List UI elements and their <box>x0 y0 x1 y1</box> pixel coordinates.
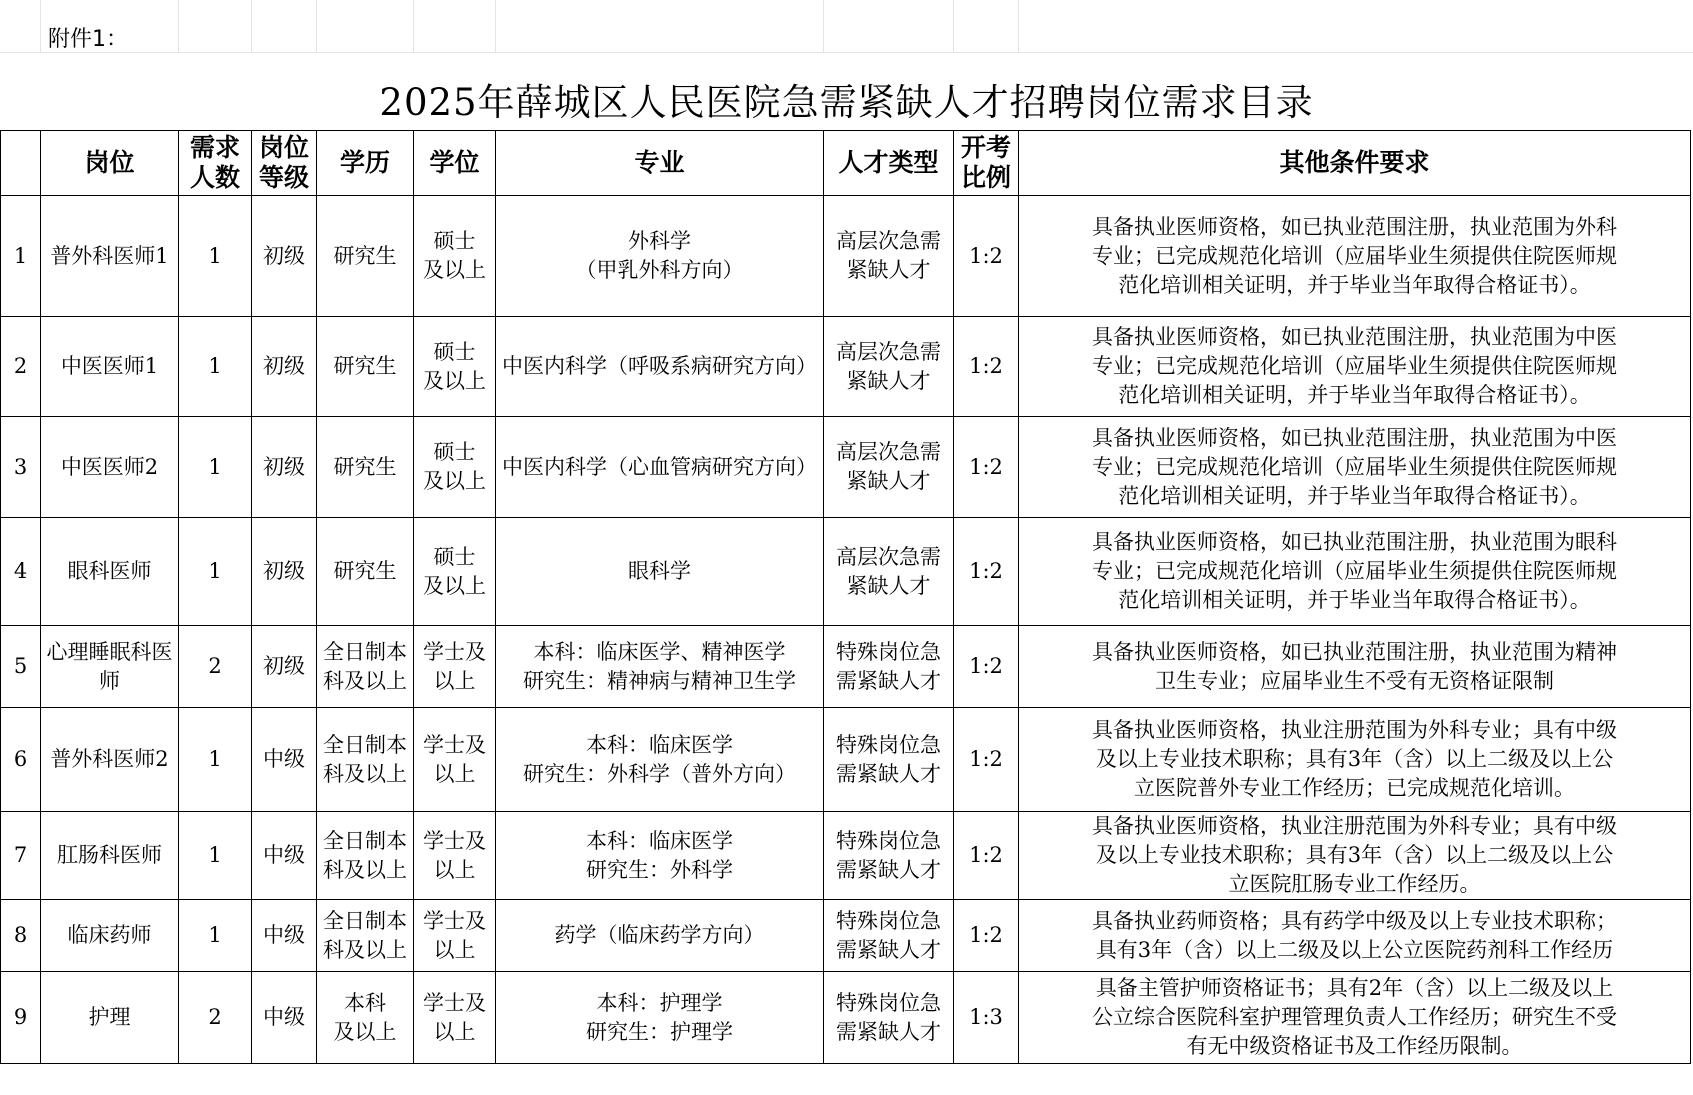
cell-grade: 初级 <box>252 518 317 626</box>
cell-degree-line: 学士及 <box>423 639 486 664</box>
positions-table <box>0 130 1691 1064</box>
cell-degree-line: 学士及 <box>423 732 486 757</box>
cell-degree <box>414 417 496 518</box>
cell-talent-type <box>824 626 954 708</box>
cell-position-line: 护理 <box>88 1005 131 1029</box>
cell-degree <box>414 518 496 626</box>
cell-degree-line: 以上 <box>433 857 476 882</box>
cell-major-line: 药学（临床药学方向） <box>554 923 765 947</box>
cell-major-line: （甲乳外科方向） <box>575 258 744 282</box>
cell-position <box>41 708 179 812</box>
cell-degree-line: 及以上 <box>423 469 486 493</box>
cell-education <box>317 708 414 812</box>
cell-talent-type-line: 高层次急需 <box>836 339 941 364</box>
cell-grade: 初级 <box>252 196 317 317</box>
cell-count: 1 <box>179 900 252 972</box>
table-row <box>1 900 1691 972</box>
cell-degree-line: 及以上 <box>423 573 486 598</box>
cell-education <box>317 417 414 518</box>
cell-other-line: 专业；已完成规范化培训（应届毕业生须提供住院医师规 <box>1092 354 1617 378</box>
cell-grade: 中级 <box>252 708 317 812</box>
cell-position <box>41 417 179 518</box>
cell-index: 1 <box>1 196 41 317</box>
table-row <box>1 708 1691 812</box>
cell-other-line: 公立综合医院科室护理管理负责人工作经历；研究生不受 <box>1092 1005 1617 1029</box>
cell-degree-line: 学士及 <box>423 990 486 1015</box>
cell-index: 3 <box>1 417 41 518</box>
page-title: 2025年薛城区人民医院急需紧缺人才招聘岗位需求目录 <box>379 81 1314 124</box>
cell-education-line: 本科 <box>344 990 386 1015</box>
cell-ratio: 1:3 <box>954 972 1019 1064</box>
cell-other-line: 有无中级资格证书及工作经历限制。 <box>1186 1034 1523 1058</box>
header-talent-type: 人才类型 <box>824 131 954 196</box>
header-grade: 岗位 等级 <box>252 131 317 196</box>
cell-talent-type-line: 高层次急需 <box>836 440 941 464</box>
cell-position-line: 中医医师2 <box>60 454 159 479</box>
cell-education <box>317 812 414 900</box>
cell-other-line: 具有3年（含）以上二级及以上公立医院药剂科工作经历 <box>1095 937 1614 962</box>
cell-education <box>317 972 414 1064</box>
cell-grade: 中级 <box>252 812 317 900</box>
cell-other-line: 专业；已完成规范化培训（应届毕业生须提供住院医师规 <box>1092 243 1617 268</box>
cell-degree-line: 以上 <box>433 761 476 786</box>
header-index <box>1 131 41 196</box>
cell-grade: 中级 <box>252 972 317 1064</box>
cell-degree-line: 学士及 <box>423 908 486 933</box>
cell-other <box>1019 626 1691 708</box>
cell-education-line: 科及以上 <box>323 761 407 786</box>
cell-talent-type-line: 需紧缺人才 <box>836 761 941 786</box>
table-row <box>1 972 1691 1064</box>
cell-talent-type <box>824 900 954 972</box>
cell-education-line: 全日制本 <box>323 828 407 853</box>
cell-other-line: 具备执业医师资格，如已执业范围注册，执业范围为眼科 <box>1092 530 1617 554</box>
cell-talent-type-line: 紧缺人才 <box>846 258 931 282</box>
cell-count: 1 <box>179 317 252 417</box>
cell-major <box>496 518 824 626</box>
cell-major <box>496 196 824 317</box>
table-row <box>1 417 1691 518</box>
cell-major <box>496 317 824 417</box>
cell-other-line: 范化培训相关证明，并于毕业当年取得合格证书）。 <box>1118 383 1591 407</box>
cell-degree <box>414 317 496 417</box>
cell-ratio: 1:2 <box>954 900 1019 972</box>
cell-talent-type-line: 特殊岗位急 <box>836 828 941 853</box>
cell-other-line: 立医院肛肠专业工作经历。 <box>1228 872 1481 896</box>
cell-talent-type <box>824 812 954 900</box>
cell-major-line: 中医内科学（呼吸系病研究方向） <box>502 354 817 378</box>
cell-other-line: 专业；已完成规范化培训（应届毕业生须提供住院医师规 <box>1092 454 1617 479</box>
cell-talent-type-line: 需紧缺人才 <box>836 937 941 962</box>
cell-count: 1 <box>179 812 252 900</box>
header-education: 学历 <box>317 131 414 196</box>
cell-major-line: 中医内科学（心血管病研究方向） <box>502 454 817 479</box>
cell-ratio: 1:2 <box>954 626 1019 708</box>
attachment-label: 附件1： <box>48 27 128 52</box>
cell-education <box>317 196 414 317</box>
cell-position <box>41 812 179 900</box>
cell-talent-type <box>824 518 954 626</box>
cell-other-line: 卫生专业；应届毕业生不受有无资格证限制 <box>1155 668 1554 693</box>
cell-position-line: 普外科医师1 <box>50 243 169 268</box>
cell-major <box>496 626 824 708</box>
cell-talent-type-line: 需紧缺人才 <box>836 857 941 882</box>
cell-other <box>1019 972 1691 1064</box>
cell-degree <box>414 900 496 972</box>
cell-talent-type <box>824 417 954 518</box>
cell-degree-line: 硕士 <box>433 440 476 464</box>
cell-ratio: 1:2 <box>954 812 1019 900</box>
cell-other-line: 范化培训相关证明，并于毕业当年取得合格证书）。 <box>1118 483 1591 508</box>
cell-position-line: 临床药师 <box>67 923 152 947</box>
cell-talent-type-line: 特殊岗位急 <box>836 908 941 933</box>
cell-grade: 初级 <box>252 317 317 417</box>
cell-major-line: 研究生：外科学（普外方向） <box>523 761 796 786</box>
cell-other-line: 具备执业医师资格，如已执业范围注册，执业范围为精神 <box>1092 639 1617 664</box>
header-degree: 学位 <box>414 131 496 196</box>
header-count: 需求 人数 <box>179 131 252 196</box>
cell-talent-type-line: 紧缺人才 <box>846 368 931 393</box>
cell-talent-type <box>824 317 954 417</box>
cell-degree-line: 及以上 <box>423 258 486 282</box>
cell-education-line: 全日制本 <box>323 732 407 757</box>
cell-index: 2 <box>1 317 41 417</box>
cell-index: 5 <box>1 626 41 708</box>
cell-major-line: 研究生：外科学 <box>586 857 733 882</box>
cell-other <box>1019 708 1691 812</box>
cell-education <box>317 626 414 708</box>
cell-talent-type-line: 需紧缺人才 <box>836 1019 941 1044</box>
cell-position-line: 中医医师1 <box>60 354 159 378</box>
cell-index: 7 <box>1 812 41 900</box>
cell-position <box>41 196 179 317</box>
cell-count: 1 <box>179 518 252 626</box>
table-row <box>1 518 1691 626</box>
header-major: 专业 <box>496 131 824 196</box>
cell-other-line: 范化培训相关证明，并于毕业当年取得合格证书）。 <box>1118 588 1591 612</box>
cell-major <box>496 972 824 1064</box>
cell-other-line: 及以上专业技术职称；具有3年（含）以上二级及以上公 <box>1095 843 1614 867</box>
cell-education <box>317 518 414 626</box>
cell-other-line: 具备执业医师资格，执业注册范围为外科专业；具有中级 <box>1092 718 1617 742</box>
table-row <box>1 812 1691 900</box>
cell-education-line: 科及以上 <box>323 668 407 693</box>
cell-major <box>496 417 824 518</box>
cell-position-line: 肛肠科医师 <box>57 843 162 867</box>
cell-position <box>41 518 179 626</box>
cell-degree-line: 硕士 <box>433 544 476 569</box>
cell-major-line: 研究生：护理学 <box>586 1019 733 1044</box>
cell-education-line: 全日制本 <box>323 908 407 933</box>
cell-ratio: 1:2 <box>954 196 1019 317</box>
cell-talent-type <box>824 708 954 812</box>
cell-other <box>1019 518 1691 626</box>
cell-ratio: 1:2 <box>954 417 1019 518</box>
cell-position <box>41 900 179 972</box>
table-row <box>1 196 1691 317</box>
cell-other-line: 具备主管护师资格证书；具有2年（含）以上二级及以上 <box>1095 976 1614 1000</box>
cell-degree-line: 硕士 <box>433 229 476 253</box>
cell-major-line: 眼科学 <box>628 559 691 583</box>
cell-talent-type-line: 特殊岗位急 <box>836 639 941 664</box>
cell-talent-type <box>824 196 954 317</box>
cell-position-line: 普外科医师2 <box>50 747 169 771</box>
cell-ratio: 1:2 <box>954 317 1019 417</box>
cell-degree <box>414 972 496 1064</box>
header-position: 岗位 <box>41 131 179 196</box>
cell-index: 8 <box>1 900 41 972</box>
cell-degree-line: 以上 <box>433 668 476 693</box>
cell-other <box>1019 317 1691 417</box>
cell-degree-line: 以上 <box>433 1019 476 1044</box>
cell-position <box>41 626 179 708</box>
cell-education-line: 研究生 <box>333 559 397 583</box>
cell-other-line: 及以上专业技术职称；具有3年（含）以上二级及以上公 <box>1095 747 1614 771</box>
cell-degree <box>414 708 496 812</box>
cell-count: 2 <box>179 626 252 708</box>
cell-education-line: 科及以上 <box>323 857 407 882</box>
cell-education-line: 科及以上 <box>323 937 407 962</box>
cell-position-line: 眼科医师 <box>67 559 152 583</box>
cell-other <box>1019 812 1691 900</box>
cell-degree-line: 学士及 <box>423 828 486 853</box>
cell-talent-type-line: 需紧缺人才 <box>836 668 941 693</box>
cell-other <box>1019 417 1691 518</box>
cell-major-line: 本科：临床医学 <box>586 732 733 757</box>
table-header-row <box>1 131 1691 196</box>
cell-degree <box>414 812 496 900</box>
cell-education-line: 全日制本 <box>323 639 407 664</box>
cell-other-line: 具备执业医师资格，如已执业范围注册，执业范围为中医 <box>1092 425 1617 450</box>
cell-education-line: 研究生 <box>333 354 397 378</box>
cell-talent-type-line: 高层次急需 <box>836 544 941 569</box>
header-ratio: 开考 比例 <box>954 131 1019 196</box>
cell-degree-line: 以上 <box>433 937 476 962</box>
cell-degree-line: 硕士 <box>433 339 476 364</box>
cell-degree <box>414 626 496 708</box>
cell-other-line: 具备执业医师资格，如已执业范围注册，执业范围为外科 <box>1092 214 1617 239</box>
cell-other-line: 具备执业医师资格，如已执业范围注册，执业范围为中医 <box>1092 325 1617 349</box>
cell-position-line: 心理睡眠科医 <box>46 639 173 664</box>
cell-major <box>496 900 824 972</box>
cell-index: 6 <box>1 708 41 812</box>
cell-grade: 中级 <box>252 900 317 972</box>
cell-count: 1 <box>179 708 252 812</box>
cell-position <box>41 972 179 1064</box>
cell-other-line: 专业；已完成规范化培训（应届毕业生须提供住院医师规 <box>1092 559 1617 583</box>
cell-education-line: 研究生 <box>333 243 397 268</box>
cell-major-line: 本科：临床医学 <box>586 828 733 853</box>
cell-talent-type-line: 紧缺人才 <box>846 573 931 598</box>
cell-education-line: 研究生 <box>333 454 397 479</box>
cell-major-line: 本科：护理学 <box>596 990 723 1015</box>
cell-talent-type-line: 紧缺人才 <box>846 469 931 493</box>
cell-position <box>41 317 179 417</box>
table-row <box>1 317 1691 417</box>
cell-grade: 初级 <box>252 417 317 518</box>
cell-ratio: 1:2 <box>954 708 1019 812</box>
cell-education <box>317 317 414 417</box>
cell-index: 4 <box>1 518 41 626</box>
cell-grade: 初级 <box>252 626 317 708</box>
cell-other <box>1019 900 1691 972</box>
header-other: 其他条件要求 <box>1019 131 1691 196</box>
table-row <box>1 626 1691 708</box>
cell-other-line: 具备执业医师资格，执业注册范围为外科专业；具有中级 <box>1092 814 1617 838</box>
cell-other-line: 立医院普外专业工作经历；已完成规范化培训。 <box>1134 776 1575 800</box>
cell-degree <box>414 196 496 317</box>
cell-ratio: 1:2 <box>954 518 1019 626</box>
cell-talent-type <box>824 972 954 1064</box>
cell-other-line: 具备执业药师资格；具有药学中级及以上专业技术职称； <box>1092 908 1617 933</box>
cell-talent-type-line: 高层次急需 <box>836 229 941 253</box>
cell-major-line: 研究生：精神病与精神卫生学 <box>523 668 796 693</box>
cell-position-line: 师 <box>99 668 120 693</box>
cell-index: 9 <box>1 972 41 1064</box>
cell-talent-type-line: 特殊岗位急 <box>836 990 941 1015</box>
cell-talent-type-line: 特殊岗位急 <box>836 732 941 757</box>
cell-count: 1 <box>179 417 252 518</box>
cell-education <box>317 900 414 972</box>
cell-major <box>496 812 824 900</box>
cell-major-line: 外科学 <box>628 229 691 253</box>
cell-major <box>496 708 824 812</box>
cell-degree-line: 及以上 <box>423 368 486 393</box>
cell-other <box>1019 196 1691 317</box>
cell-count: 2 <box>179 972 252 1064</box>
cell-major-line: 本科：临床医学、精神医学 <box>533 639 786 664</box>
cell-other-line: 范化培训相关证明，并于毕业当年取得合格证书）。 <box>1118 272 1591 297</box>
cell-education-line: 及以上 <box>333 1019 397 1044</box>
cell-count: 1 <box>179 196 252 317</box>
